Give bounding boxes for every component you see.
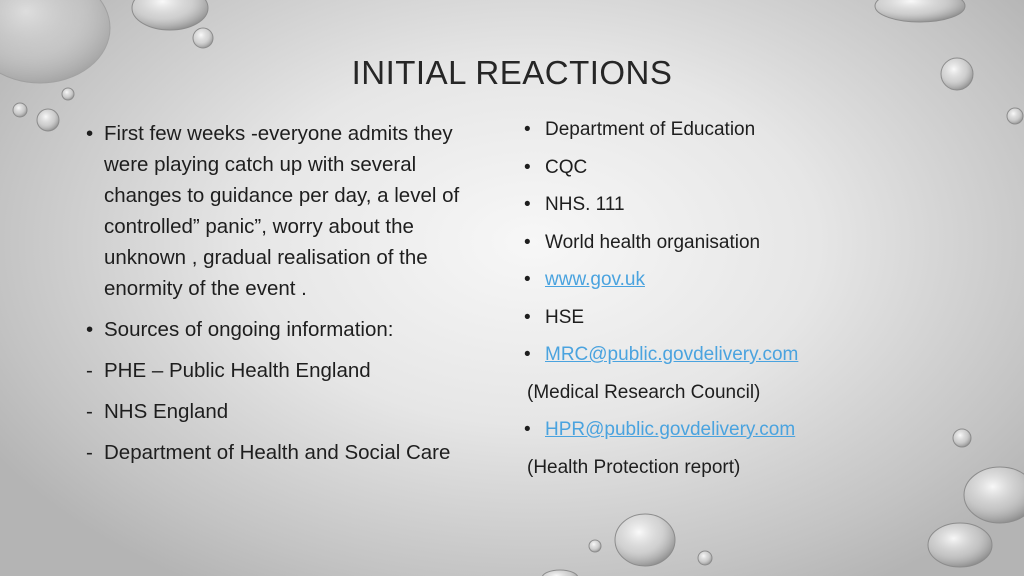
list-item	[524, 191, 884, 229]
bullet-marker: •	[524, 306, 531, 328]
dash-marker: -	[86, 400, 93, 423]
list-note: (Medical Research Council)	[527, 381, 761, 403]
bullet-marker: •	[524, 119, 531, 140]
bullet-marker: •	[86, 122, 94, 145]
hpr-email-link[interactable]: HPR@public.govdelivery.com	[545, 419, 796, 440]
list-item	[86, 314, 486, 345]
list-item	[524, 266, 884, 304]
list-item-text: NHS. 111	[545, 194, 625, 215]
list-item-text: Department of Health and Social Care	[104, 441, 451, 464]
bullet-marker: •	[524, 156, 531, 178]
list-item	[524, 416, 884, 454]
bullet-marker: •	[524, 231, 531, 253]
list-item	[524, 116, 884, 154]
list-item-text: PHE – Public Health England	[104, 359, 371, 382]
list-item-text: CQC	[545, 156, 588, 178]
list-item-text: HSE	[545, 306, 585, 328]
bullet-marker: •	[524, 344, 531, 365]
dash-marker: -	[86, 441, 93, 464]
bullet-marker: •	[524, 194, 531, 215]
list-item-text: Sources of ongoing information:	[104, 318, 394, 341]
left-column	[86, 118, 486, 468]
gov-uk-link[interactable]: www.gov.uk	[545, 269, 645, 290]
slide-title: INITIAL REACTIONS	[351, 54, 673, 91]
list-item-text: NHS England	[104, 400, 229, 423]
list-note: (Health Protection report)	[527, 456, 741, 478]
mrc-email-link[interactable]: MRC@public.govdelivery.com	[545, 344, 799, 365]
list-item	[524, 229, 884, 267]
list-item	[524, 304, 884, 342]
list-item	[86, 437, 486, 468]
list-item-text: World health organisation	[545, 231, 761, 253]
list-item-text: Department of Education	[545, 119, 756, 140]
list-item	[86, 396, 486, 427]
list-item	[524, 341, 884, 379]
list-item-text: First few weeks -everyone admits they were playing catch up with several changes to guidance per day, a level of controlled” panic”, worry about the unknown , gradual realisation of the enormity of the event .	[104, 122, 460, 300]
bullet-marker: •	[86, 318, 94, 341]
bullet-marker: •	[524, 269, 531, 290]
list-item	[524, 154, 884, 192]
list-item	[86, 118, 486, 304]
dash-marker: -	[86, 359, 93, 382]
bullet-marker: •	[524, 419, 531, 440]
right-column	[524, 116, 884, 491]
list-item	[86, 355, 486, 386]
